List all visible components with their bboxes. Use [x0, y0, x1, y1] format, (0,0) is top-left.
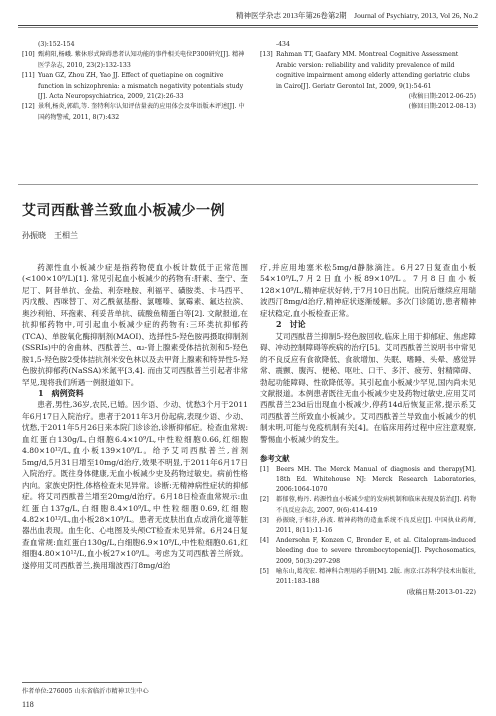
body-paragraph: 药源性血小板减少症是指药物使血小板计数低于正常范围(<100×10⁹/L)[1]. 常见引起血小板减少的药物有:肝素、奎宁、奎尼丁、阿昔单抗、金盐、利奈唑胺、利福平、磺胺类、卡马西平、丙戊酸、西咪替丁、对乙酰氨基酚、氯噻嗪、氯霉素、氟达拉滨、奥沙利铂、环孢素、利妥昔单抗、硫酸鱼精蛋白等[2]. 文献报道,在抗抑郁药物中,可引起血小板减少症的药物有:三环类抗抑郁药(TCA)、单胺氧化酶抑制剂(MAOI)、选择性5-羟色胺再摄取抑制剂(SSRIs)中的舍曲林、西酞普兰、α₂-肾上腺素受体拮抗剂和5-羟色胺1,5-羟色胺2受体拮抗剂米安色林以及去甲肾上腺素和特异性5-羟色胺抗抑郁药(NaSSA)米氮平[3,4]. 而由艾司西酞普兰引起者非常罕见,现将我们所遇一例报道如下。	[22, 263, 248, 387]
reference-text: -434	[276, 41, 290, 48]
section-heading: 1 病例资料	[38, 387, 84, 398]
article-title: 艾司西酞普兰致血小板减少一例	[22, 203, 225, 219]
reference-text: 甄莉阳,杨峨. 紫休形式障碍患者认知功能的事件相关电位P300研究[J]. 精神医学杂志, 2010, 23(2):132-133	[38, 51, 245, 69]
refs-top-left	[22, 40, 248, 123]
reference-text: Beers MH. The Merck Manual of diagnosis and therapy[M]. 18th Ed. Whitehouse NJ: Merck Research Laboratories, 2006:1064-1070	[276, 465, 476, 494]
reference-number	[260, 40, 276, 50]
refs-top-right	[260, 40, 476, 113]
footnote-rule	[22, 682, 142, 683]
reference-number: [10]	[22, 51, 35, 59]
reference-number: [11]	[22, 72, 35, 80]
body-paragraph: 艾司西酞普兰抑制5-羟色胺回收,临床上用于抑郁症、焦虑障碍、冲动控制障碍等疾病的治疗[5]。艾司西酞普兰说明书中常见的不良反应有食欲降低、食欲增加、失眠、嗜睡、头晕、感觉异常、震颤、腹泻、便秘、呕吐、口干、多汗、疲劳、射精障碍、勃起功能障碍、性欲降低等。其引起血小板减少罕见,国内尚未见文献报道。本例患者既往无血小板减少史及药物过敏史,应用艾司西酞普兰23d后出现血小板减少,停药14d后恢复正常,提示系艾司西酞普兰所致血小板减少。艾司西酞普兰导致血小板减少的机制未明,可能与免疫机制有关[4]。在临床用药过程中应注意观察,警惕血小板减少的发生。	[260, 331, 476, 444]
references-title: 参考文献	[260, 454, 290, 464]
page-number: 118	[22, 700, 34, 709]
reference-number: [3]	[260, 516, 269, 524]
running-header: 精神医学杂志 2013年第26卷第2期 Journal of Psychiatry, 2013, Vol 26, No.2	[236, 11, 478, 20]
section-heading: 2 讨论	[276, 319, 306, 330]
authors: 孙振晓 王相兰	[22, 231, 78, 240]
reference-text: 都郁蓉,梅丹. 药源性血小板减少症的发病机制和临床表现及防治[J]. 药物不良反应杂志, 2007, 9(6):414-419	[276, 496, 476, 514]
reference-text: Yuan GZ, Zhou ZH, Yao JJ. Effect of quetiapine on cognitive function in schizophrenia: a mismatch negativity potentials study [J]. Acta Neuropsychiatrica, 2009, 21(2):26-33	[38, 72, 244, 101]
received-date: (收稿日期:2012-06-25)	[408, 93, 476, 101]
reference-item	[260, 567, 476, 587]
reference-text: Rahman TT, Gaafary MM. Montreal Cognitive Assessment Arabic version: reliability and validity prevalence of mild cognitive impairment among elderly attending geriatric clubs in Cairo[J]. Geriatr Gerontol Int, 2009, 9(1):54-61	[276, 51, 470, 90]
references-list	[260, 465, 476, 587]
reference-text: (3):152-154	[38, 41, 75, 48]
reference-text: Andersohn F, Konzen C, Bronder E, et al. Citalopram-induced bleeding due to severe thrombocytopenia[J]. Psychosomatics, 2009, 50(3):297-298	[276, 537, 476, 565]
body-paragraph: 疗,并应用地塞米松5mg/d静脉滴注。6月27日复查血小板54×10⁹/L,7月2日血小板89×10⁹/L。7月8日血小板128×10⁹/L,精神症状好转,于7月10日出院。出院后继续应用瑞波西汀8mg/d治疗,精神症状逐渐缓解。多次门诊随访,患者精神症状稳定,血小板检查正常。	[260, 263, 476, 318]
revised-date: (修回日期:2012-08-13)	[408, 103, 476, 111]
reference-item	[260, 495, 476, 515]
reference-text: 喻东山,葛茂宏. 精神科合理用药手册[M]. 2版. 南京:江苏科学技术出版社, 2011:183-188	[276, 567, 476, 585]
right-column	[260, 262, 476, 597]
reference-item	[260, 536, 476, 567]
header-rule	[18, 25, 478, 26]
received-date-bottom: (收稿日期:2013-01-22)	[406, 588, 476, 597]
reference-item	[22, 71, 248, 102]
reference-number	[22, 40, 38, 50]
reference-item	[22, 50, 248, 71]
reference-number: [5]	[260, 567, 269, 575]
reference-text: 景利,杨炎,郭皓,等. 奎特利尔认知评估量表的应用体会及华语版本评述[J]. 中国药物警戒, 2011, 8(7):432	[38, 103, 245, 121]
author-affiliation: 作者单位:276005 山东省临沂市精神卫生中心	[22, 688, 149, 695]
body-paragraph: 患者,男性,36岁,农民,已婚。因少语、少动、忧愁3个月于2011年6月17日入院治疗。患者于2011年3月份起病,表现少语、少动、忧愁,于2011年5月26日来本院门诊诊治,诊断抑郁症。检查血常规:血红蛋白130g/L,白细胞6.4×10⁹/L,中性粒细胞0.66,红细胞4.80×10¹²/L,血小板139×10⁹/L。给予艾司西酞普兰,首剂5mg/d,5月31日增至10mg/d治疗,效果不明显,于2011年6月17日入院治疗。既往身体健康,无血小板减少史及药物过敏史。病前性格内向。家族史阴性,体格检查未见异常。诊断:无精神病性症状的抑郁症。将艾司西酞普兰增至20mg/d治疗。6月18日检查血常规示:血红蛋白137g/L,白细胞8.4×10⁹/L,中性粒细胞0.69,红细胞4.82×10¹²/L,血小板28×10⁹/L。患者无皮肤出血点或消化道等脏器出血表现。血生化、心电图及头颅CT检查未见异常。6月24日复查血常规:血红蛋白130g/L,白细胞6.9×10⁹/L,中性粒细胞0.61,红细胞4.80×10¹²/L,血小板27×10⁹/L。考虑为艾司西酞普兰所致。遂停用艾司西酞普兰,换用瑞波西汀8mg/d治	[22, 400, 248, 570]
header-rule-thin	[18, 27, 478, 28]
reference-item	[260, 516, 476, 536]
reference-item	[260, 40, 476, 50]
reference-item	[22, 102, 248, 123]
reference-number: [2]	[260, 496, 269, 504]
left-column	[22, 262, 248, 571]
reference-text: 孙振晓,于相芬,孙波. 精神药物的造血系统不良反应[J]. 中国执业药师, 2011, 8(11):11-16	[276, 516, 476, 534]
reference-item	[260, 465, 476, 496]
reference-item	[260, 50, 476, 92]
reference-number: [12]	[22, 103, 35, 111]
reference-number: [4]	[260, 537, 269, 545]
reference-number: [13]	[260, 51, 273, 59]
reference-number: [1]	[260, 465, 269, 473]
section-divider	[18, 184, 478, 185]
reference-item	[22, 40, 248, 50]
